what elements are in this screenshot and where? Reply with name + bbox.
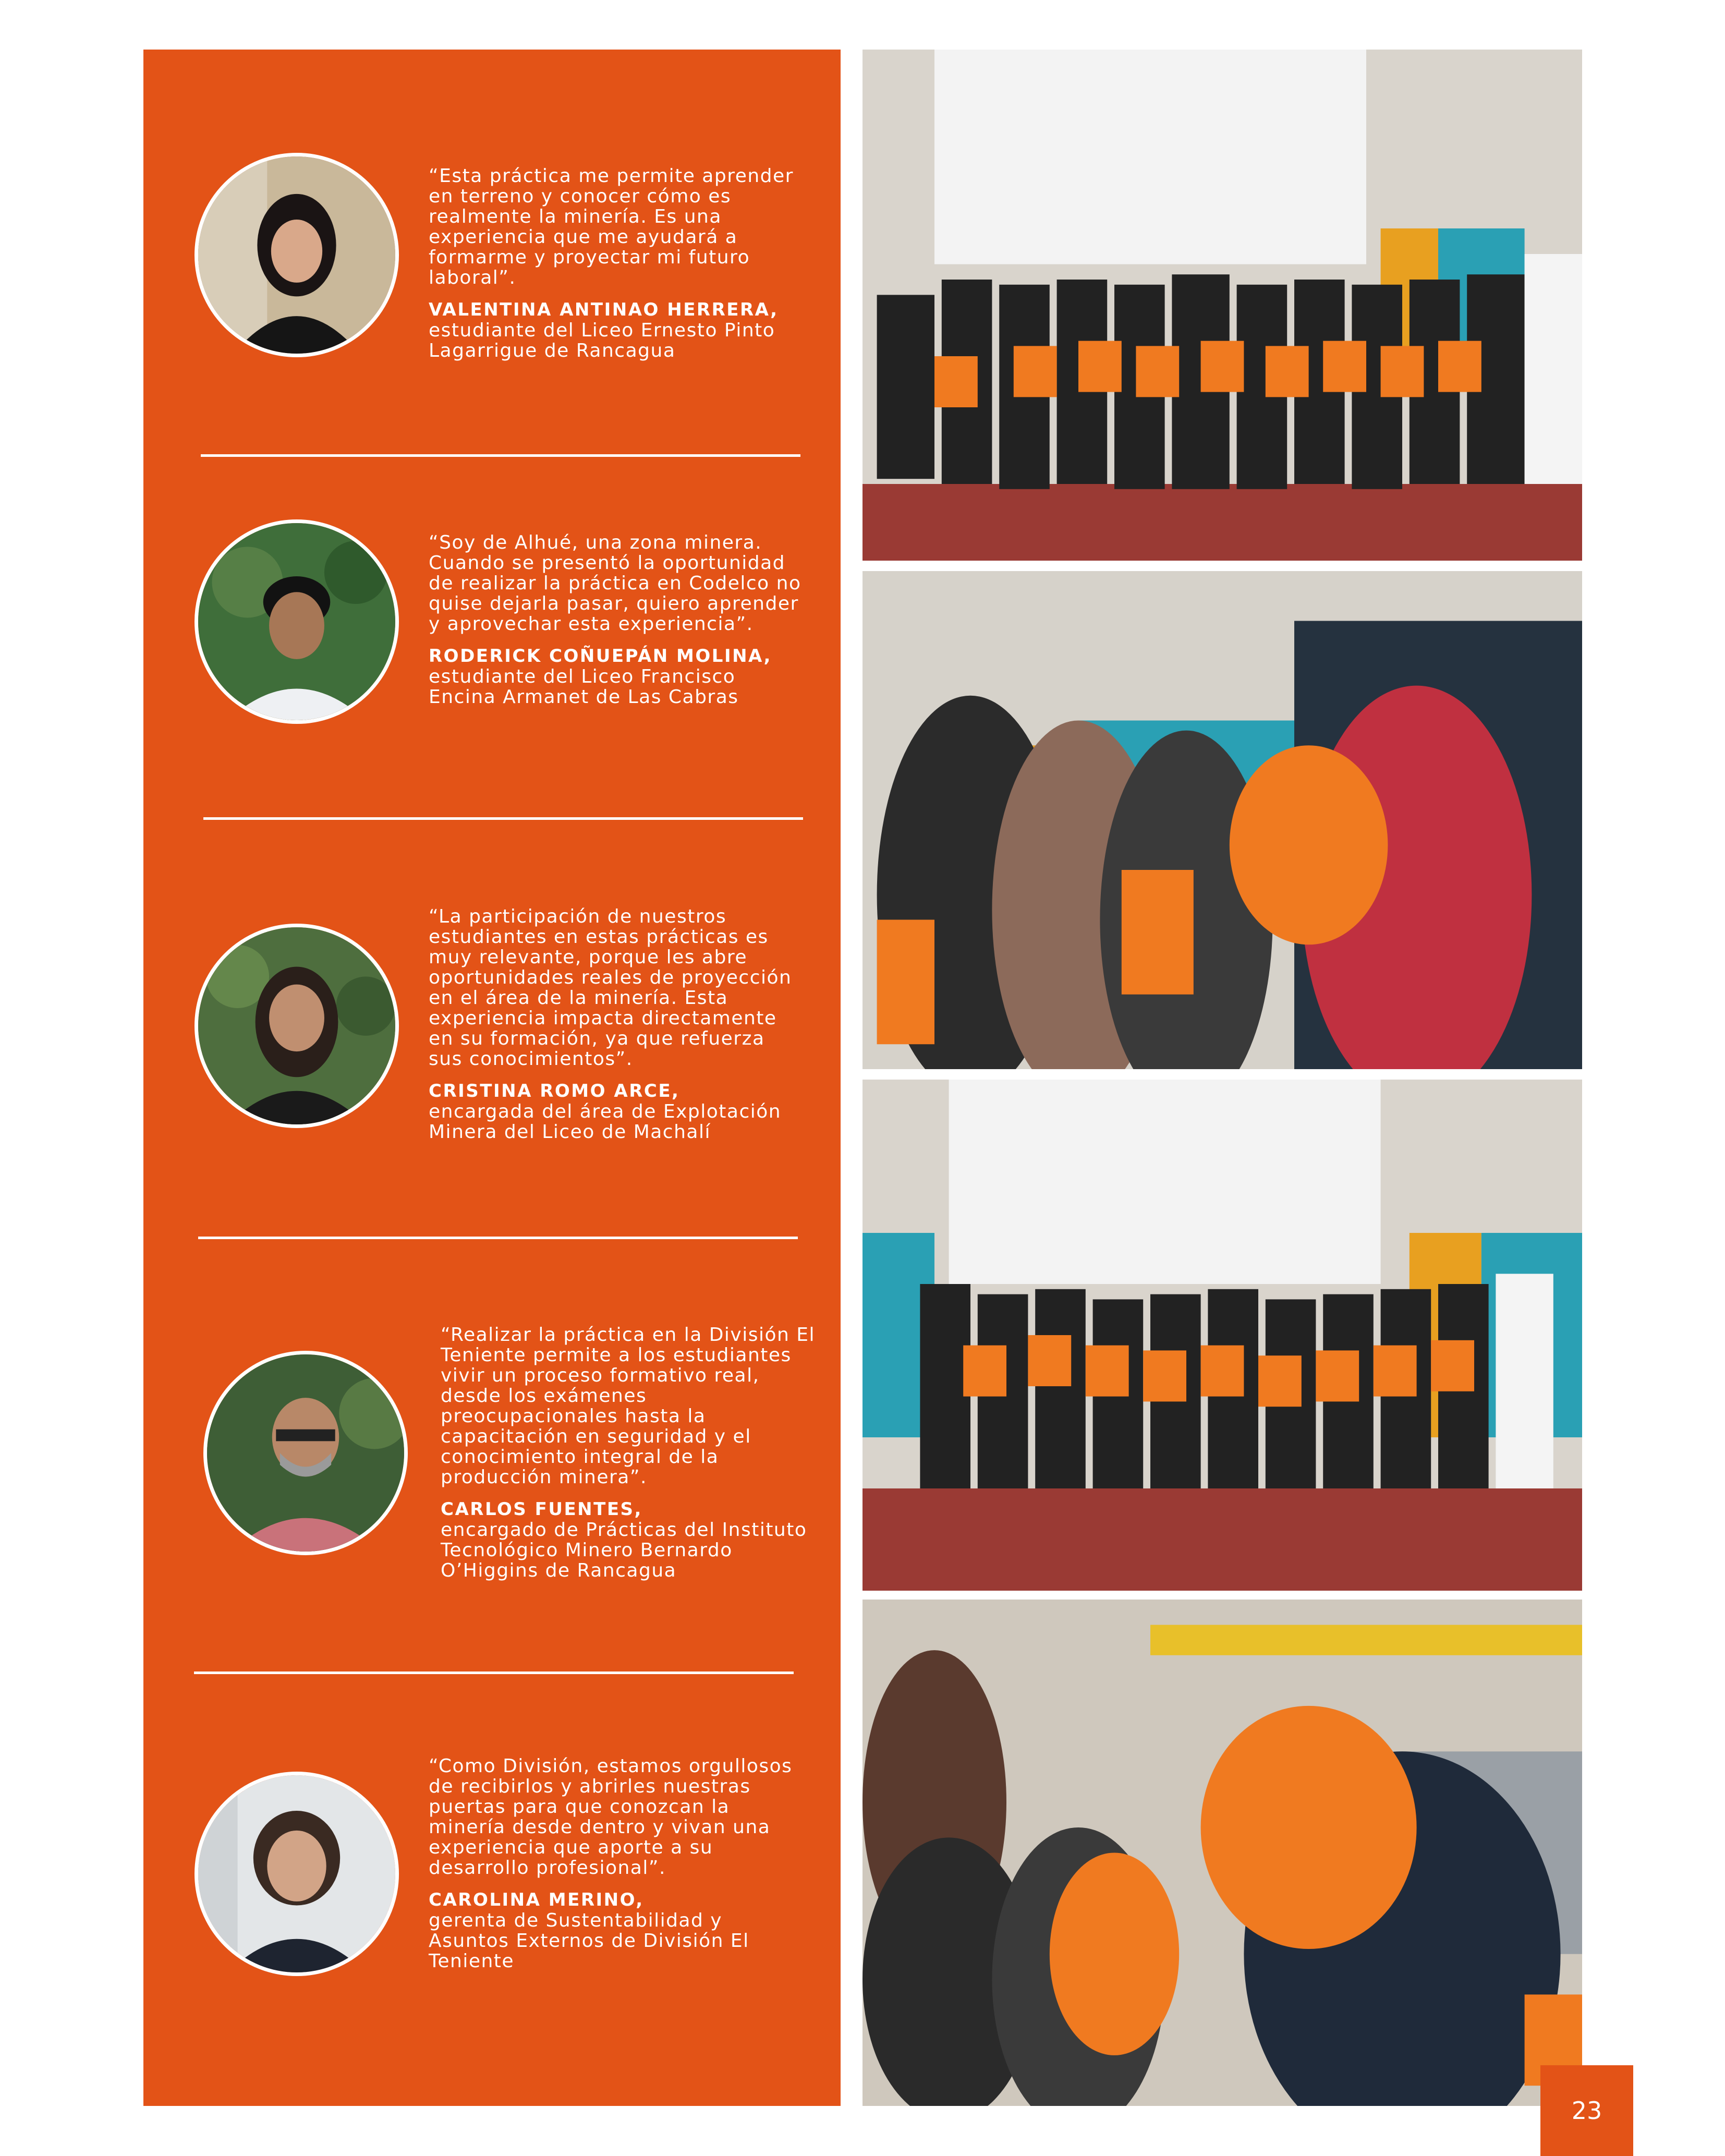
divider <box>201 454 800 457</box>
testimonial-quote: “Como División, estamos orgullosos de recibirlos y abrirles nuestras puertas para que conozcan la minería desde dentro y vivan una experiencia que aporte a su desarrollo profesional”. <box>429 1755 793 1879</box>
testimonial-name: CARLOS FUENTES, <box>441 1499 642 1520</box>
testimonial-role: estudiante del Liceo Ernesto Pinto Lagarrigue de Rancagua <box>429 320 775 361</box>
divider <box>194 1671 794 1674</box>
avatar-carlos <box>203 1351 408 1555</box>
testimonial-role: encargada del área de Explotación Minera del Liceo de Machalí <box>429 1101 782 1143</box>
testimonial-name: CAROLINA MERINO, <box>429 1889 644 1910</box>
page-number: 23 <box>1540 2065 1633 2156</box>
group-photo-2 <box>862 571 1582 1069</box>
testimonial-5 <box>429 1756 804 1971</box>
divider <box>198 1237 798 1239</box>
avatar-roderick <box>195 519 399 724</box>
testimonial-name: RODERICK COÑUEPÁN MOLINA, <box>429 646 772 667</box>
testimonial-role: gerenta de Sustentabilidad y Asuntos Externos de División El Teniente <box>429 1910 749 1972</box>
testimonial-name: CRISTINA ROMO ARCE, <box>429 1081 680 1101</box>
testimonial-quote: “Soy de Alhué, una zona minera. Cuando se presentó la oportunidad de realizar la práctica en Codelco no quise dejarla pasar, quiero aprender y aprovechar esta experiencia”. <box>429 532 801 635</box>
avatar-carolina <box>195 1772 399 1976</box>
group-photo-4 <box>862 1600 1582 2106</box>
testimonial-2 <box>429 532 804 707</box>
testimonial-role: encargado de Prácticas del Instituto Tecnológico Minero Bernardo O’Higgins de Rancagua <box>441 1519 807 1581</box>
testimonial-4 <box>441 1325 816 1581</box>
testimonial-quote: “La participación de nuestros estudiantes en estas prácticas es muy relevante, porque les abre oportunidades reales de proyección en el área de la minería. Esta experiencia impacta directamente en su formación, ya que refuerza sus conocimientos”. <box>429 906 792 1070</box>
group-photo-1 <box>862 50 1582 561</box>
group-photo-3 <box>862 1080 1582 1591</box>
testimonial-1 <box>429 166 804 361</box>
testimonial-name: VALENTINA ANTINAO HERRERA, <box>429 299 779 320</box>
testimonial-quote: “Esta práctica me permite aprender en terreno y conocer cómo es realmente la minería. Es una experiencia que me ayudará a formarme y proyectar mi futuro laboral”. <box>429 165 794 288</box>
divider <box>203 817 803 820</box>
avatar-valentina <box>195 153 399 357</box>
testimonial-quote: “Realizar la práctica en la División El Teniente permite a los estudiantes vivir un proceso formativo real, desde los exámenes preocupacionales hasta la capacitación en seguridad y el conocimiento integral de la producción minera”. <box>441 1324 816 1488</box>
testimonial-role: estudiante del Liceo Francisco Encina Armanet de Las Cabras <box>429 666 739 708</box>
testimonial-3 <box>429 906 804 1142</box>
avatar-cristina <box>195 924 399 1128</box>
